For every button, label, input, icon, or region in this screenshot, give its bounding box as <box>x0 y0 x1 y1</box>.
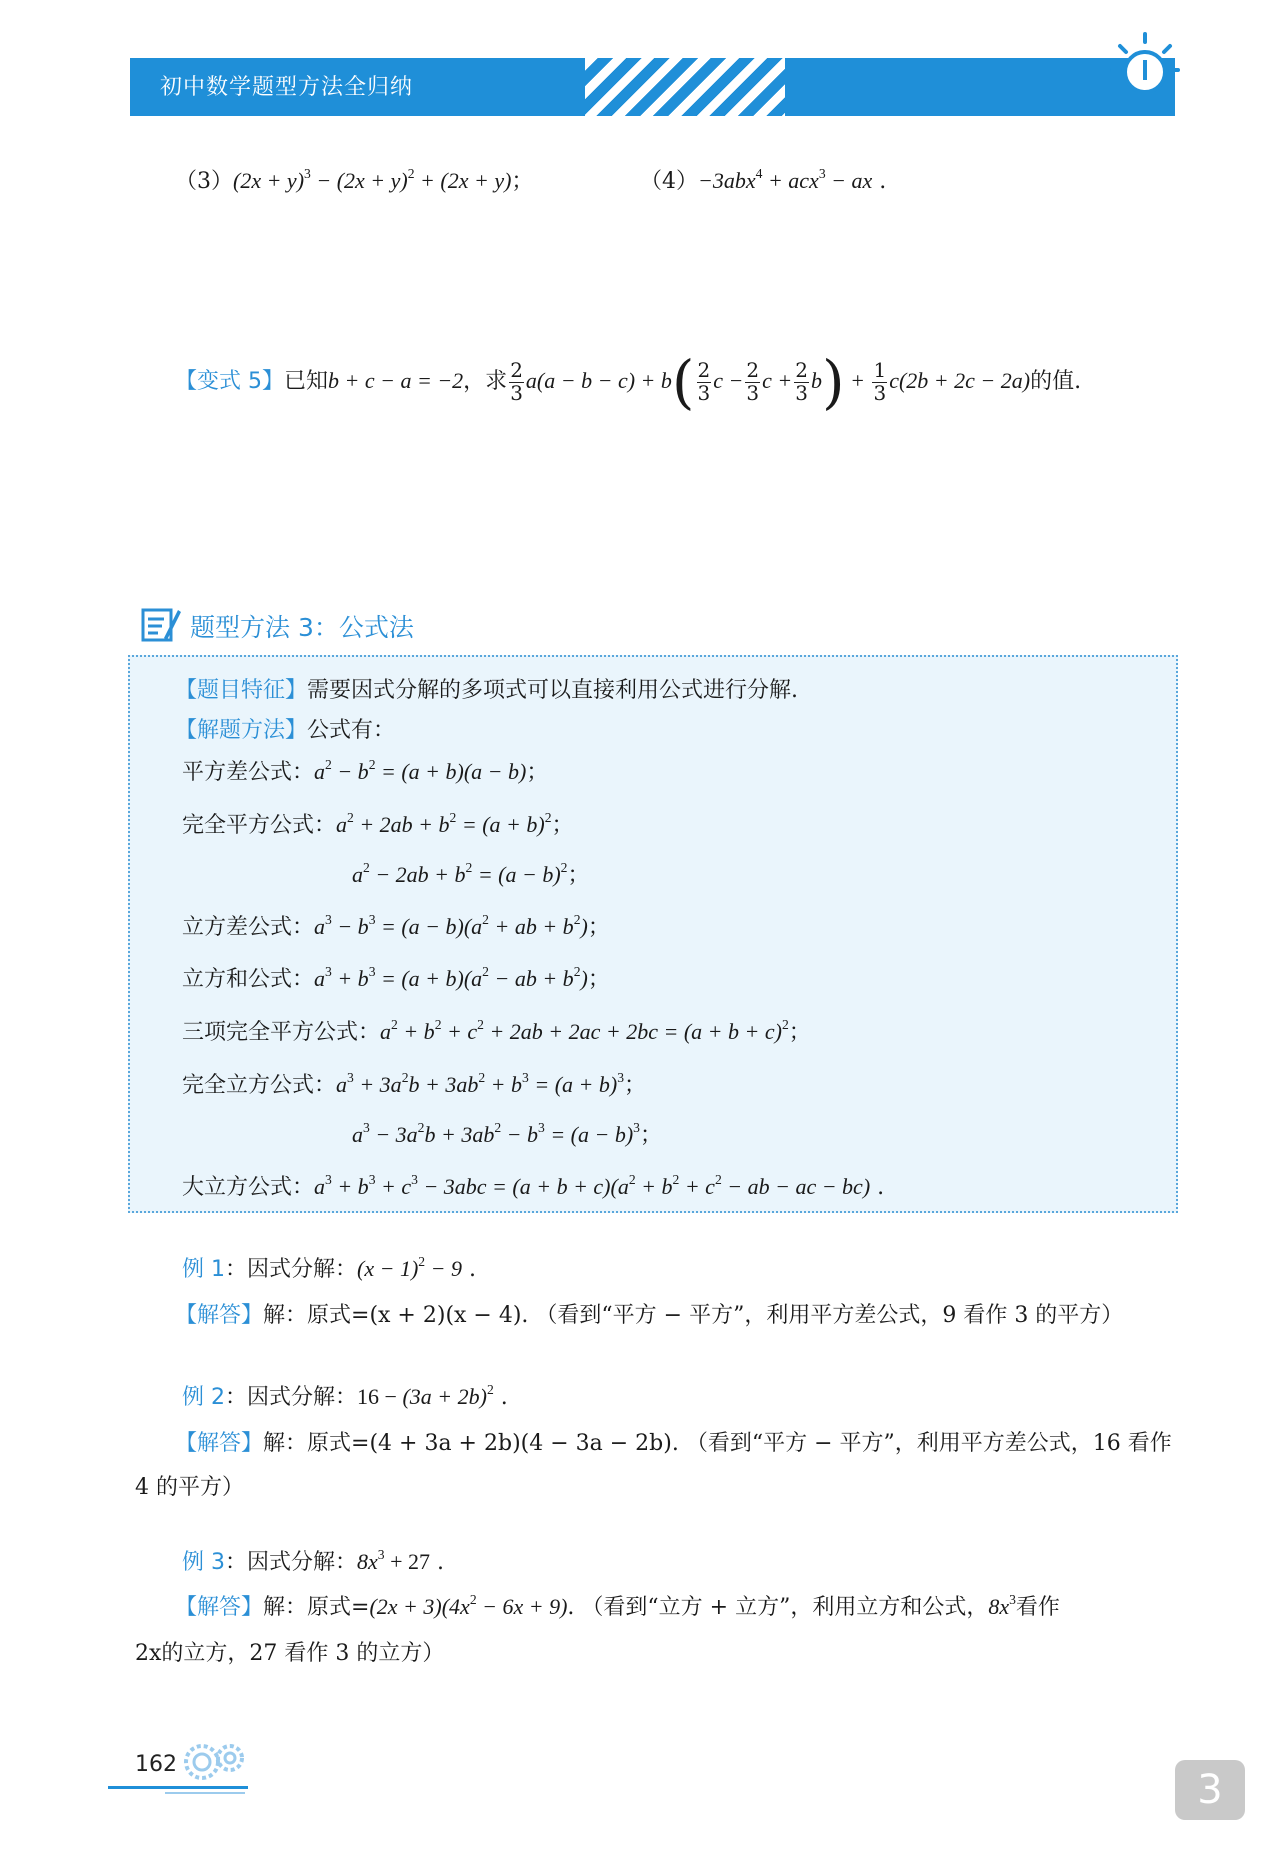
formula-perfect-square-1: 完全平方公式：$a^2 + 2ab + b^2 = (a + b)^2$； <box>182 810 574 838</box>
variant-5: 【变式 5】已知b + c − a = −2，求 $\frac{2}{3}$ a(a − b − c) + b( $\frac{2}{3}$ c − $\frac{2}{3}$ c + $\frac{2}{3}$ b) + $\frac{1}{3}$ c(2b + 2c − 2a)的值. <box>175 348 1082 416</box>
variant-5-tag: 【变式 5】 <box>175 369 284 394</box>
example-1: 例 1：因式分解：$(x - 1)^2 - 9$ . <box>182 1254 476 1282</box>
example-2-answer: 【解答】解：原式=(4 + 3a + 2b)(4 − 3a − 2b). （看到“平方 − 平方”，利用平方差公式，16 看作 <box>175 1431 1172 1456</box>
problem-4: （4）−3abx$^4$ + acx$^3$ − ax . <box>640 166 887 194</box>
formula-big-cube: 大立方公式：$a^3 + b^3 + c^3 - 3abc = (a + b + c)(a^2 + b^2 + c^2$ − ab − ac − bc) . <box>182 1172 885 1200</box>
footer-rule <box>108 1786 248 1789</box>
formula-trinomial-square: 三项完全平方公式：$a^2 + b^2 + c^2 + 2ab + 2ac + 2bc = (a + b + c)^2$； <box>182 1017 811 1045</box>
formula-diff-cubes: 立方差公式：$a^3 - b^3 = (a - b)(a^2$ + ab + $b^2$)； <box>182 912 610 940</box>
notepad-pencil-icon <box>140 604 182 644</box>
header-stripes <box>585 58 785 116</box>
problem-3: $(3)(2x + y)^3 - (2x + y)^2 + (2x + y)$； <box>175 166 534 194</box>
feature-line: 【题目特征】需要因式分解的多项式可以直接利用公式进行分解. <box>175 678 799 703</box>
example-2-answer-cont: 4 的平方） <box>135 1475 244 1500</box>
example-3-answer: 【解答】解：原式$=(2x + 3)(4x^2 - 6x + 9)$. （看到“立方 + 立方”，利用立方和公式，$8x^3$看作 <box>175 1592 1060 1620</box>
gears-icon <box>180 1740 250 1782</box>
example-1-answer: 【解答】解：原式=(x + 2)(x − 4). （看到“平方 − 平方”，利用平方差公式，9 看作 3 的平方） <box>175 1303 1124 1328</box>
approach-line: 【解题方法】公式有： <box>175 718 396 743</box>
example-2: 例 2：因式分解：$16 - (3a + 2b)^2$ . <box>182 1382 508 1410</box>
formula-perfect-cube-1: 完全立方公式：$a^3 + 3a^2b + 3ab^2 + b^3 = (a + b)^3$； <box>182 1070 647 1098</box>
formula-perfect-cube-2: $a^3 - 3a^2b + 3ab^2 - b^3 = (a - b)^3$； <box>352 1120 662 1148</box>
example-3: 例 3：因式分解：$8x^3 + 27$ . <box>182 1547 445 1575</box>
formula-sum-cubes: 立方和公式：$a^3 + b^3 = (a + b)(a^2$ − ab + $b^2$)； <box>182 964 610 992</box>
formula-perfect-square-2: $a^2 - 2ab + b^2 = (a - b)^2$； <box>352 860 590 888</box>
formula-diff-squares: 平方差公式：$a^2 - b^2 = (a + b)(a - b)$； <box>182 757 549 785</box>
page-badge[interactable]: 3 <box>1175 1760 1245 1820</box>
example-3-answer-cont: 2x的立方，27 看作 3 的立方） <box>135 1641 445 1666</box>
footer-rule-accent <box>165 1792 245 1794</box>
book-title: 初中数学题型方法全归纳 <box>160 75 414 100</box>
lightbulb-icon <box>1110 32 1180 124</box>
page-number: 162 <box>135 1752 177 1777</box>
method-title: 题型方法 3：公式法 <box>190 613 414 642</box>
